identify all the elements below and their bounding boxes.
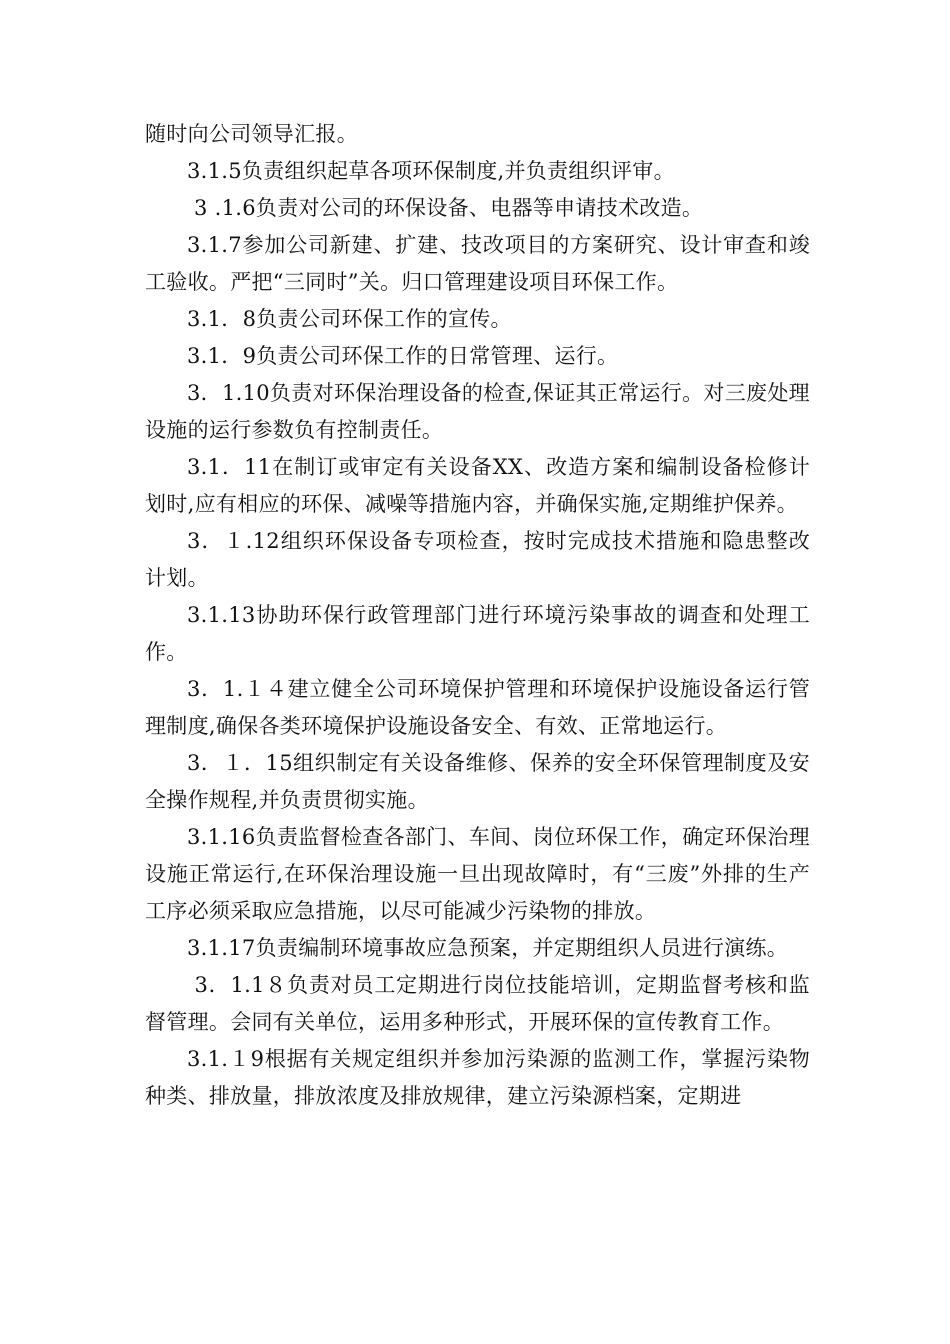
paragraph-0: 随时向公司领导汇报。 bbox=[145, 122, 358, 146]
paragraph-3-1-15: 3．１．15组织制定有关设备维修、保养的安全环保管理制度及安全操作规程,并负责贯彻实施。 bbox=[145, 751, 810, 812]
paragraph-3-1-16: 3.1.16负责监督检查各部门、车间、岗位环保工作，确定环保治理设施正常运行,在环保治理设施一旦出现故障时，有“三废”外排的生产工序必须采取应急措施，以尽可能减少污染物的排放。 bbox=[145, 825, 810, 923]
paragraph-3-1-8: 3.1．8负责公司环保工作的宣传。 bbox=[187, 307, 512, 331]
paragraph-3-1-12: 3．１.12组织环保设备专项检查，按时完成技术措施和隐患整改计划。 bbox=[145, 529, 810, 590]
paragraph-3-1-7: 3.1.7参加公司新建、扩建、技改项目的方案研究、设计审查和竣工验收。严把“三同时”关。归口管理建设项目环保工作。 bbox=[145, 233, 810, 294]
paragraph-3-1-6: 3 .1.6负责对公司的环保设备、电器等申请技术改造。 bbox=[187, 196, 704, 220]
paragraph-3-1-18: 3．1.1８负责对员工定期进行岗位技能培训，定期监督考核和监督管理。会同有关单位，运用多种形式，开展环保的宣传教育工作。 bbox=[145, 973, 810, 1034]
paragraph-3-1-10: 3．1.10负责对环保治理设备的检查,保证其正常运行。对三废处理设施的运行参数负有控制责任。 bbox=[145, 381, 810, 442]
paragraph-3-1-9: 3.1．9负责公司环保工作的日常管理、运行。 bbox=[187, 344, 619, 368]
paragraph-3-1-14: 3．1.１４建立健全公司环境保护管理和环境保护设施设备运行管理制度,确保各类环境保护设施设备安全、有效、正常地运行。 bbox=[145, 677, 810, 738]
paragraph-3-1-5: 3.1.5负责组织起草各项环保制度,并负责组织评审。 bbox=[187, 159, 675, 183]
paragraph-3-1-19: 3.1.１9根据有关规定组织并参加污染源的监测工作，掌握污染物种类、排放量，排放浓度及排放规律，建立污染源档案，定期进 bbox=[145, 1047, 810, 1108]
paragraph-3-1-11: 3.1．11在制订或审定有关设备XX、改造方案和编制设备检修计划时,应有相应的环保、减噪等措施内容，并确保实施,定期维护保养。 bbox=[145, 455, 810, 516]
paragraph-3-1-17: 3.1.17负责编制环境事故应急预案，并定期组织人员进行演练。 bbox=[187, 936, 789, 960]
document-body bbox=[145, 116, 810, 1115]
paragraph-3-1-13: 3.1.13协助环保行政管理部门进行环境污染事故的调查和处理工作。 bbox=[145, 603, 810, 664]
